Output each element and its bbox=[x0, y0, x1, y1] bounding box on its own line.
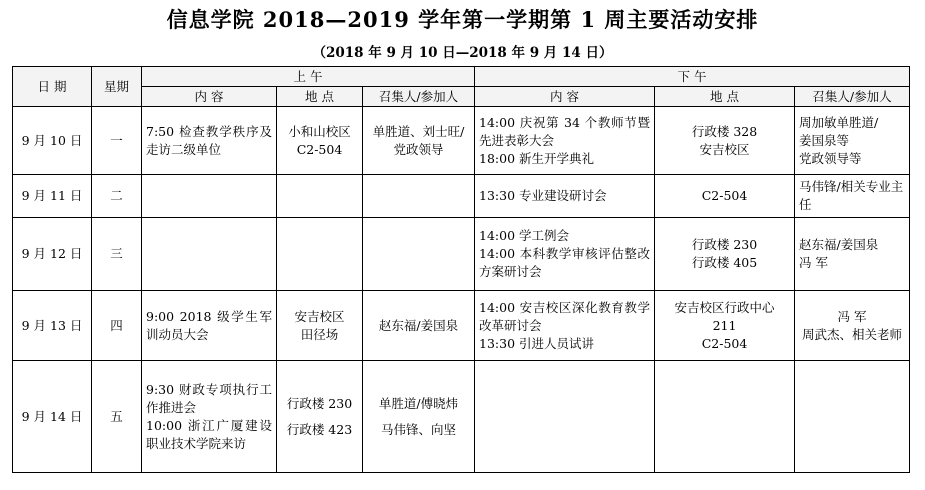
header-pm-convener: 召集人/参加人 bbox=[795, 87, 910, 107]
pm-location-item: C2-504 bbox=[701, 335, 748, 351]
header-am-content: 内 容 bbox=[142, 87, 277, 107]
pm-content-cell bbox=[475, 107, 655, 175]
pm-location-cell bbox=[655, 291, 795, 361]
pm-content-item: 13:30 引进人员试讲 bbox=[479, 335, 595, 351]
am-location-cell bbox=[277, 291, 363, 361]
pm-content-item: 14:00 庆祝第 34 个教师节暨先进表彰大会 bbox=[479, 114, 651, 148]
pm-content-item: 13:30 专业建设研讨会 bbox=[479, 188, 607, 203]
am-location-item: 小和山校区 bbox=[288, 123, 351, 139]
row-date: 9 月 13 日 bbox=[13, 291, 92, 361]
row-date: 9 月 14 日 bbox=[13, 361, 92, 473]
am-convener-item: 单胜道、刘士旺/ bbox=[372, 123, 465, 139]
pm-location-cell bbox=[655, 361, 795, 473]
am-convener-item: 单胜道/傅晓炜 bbox=[378, 395, 459, 411]
am-location-cell bbox=[277, 107, 363, 175]
page-title: 信息学院 2018—2019 学年第一学期第 1 周主要活动安排 bbox=[166, 7, 759, 32]
pm-location-item: 211 bbox=[712, 317, 737, 333]
am-location-item: 安吉校区 bbox=[294, 308, 345, 324]
header-afternoon: 下 午 bbox=[475, 67, 910, 87]
pm-content-cell bbox=[475, 175, 655, 218]
am-content-item: 9:30 财政专项执行工作推进会 bbox=[146, 381, 272, 415]
pm-convener-item: 马伟锋/相关专业主任 bbox=[799, 179, 904, 212]
am-content-cell bbox=[142, 218, 277, 291]
am-content-cell bbox=[142, 361, 277, 473]
pm-location-item: 行政楼 405 bbox=[691, 255, 758, 270]
schedule-table bbox=[12, 66, 910, 473]
pm-location-item: 安吉校区行政中心 bbox=[674, 299, 775, 315]
page-subtitle: （2018 年 9 月 10 日—2018 年 9 月 14 日） bbox=[312, 45, 613, 61]
am-convener-item: 马伟锋、向坚 bbox=[381, 421, 457, 437]
row-weekday: 五 bbox=[92, 361, 142, 473]
row-date: 9 月 12 日 bbox=[13, 218, 92, 291]
pm-convener-item: 周加敏单胜道/ bbox=[799, 114, 879, 130]
table-row bbox=[13, 361, 910, 473]
pm-convener-cell bbox=[795, 361, 910, 473]
table-row bbox=[13, 107, 910, 175]
am-content-cell bbox=[142, 107, 277, 175]
am-location-cell bbox=[277, 218, 363, 291]
header-am-location: 地 点 bbox=[277, 87, 363, 107]
am-convener-cell bbox=[363, 218, 475, 291]
header-row-sub bbox=[13, 87, 910, 107]
pm-content-cell bbox=[475, 291, 655, 361]
am-location-item: 行政楼 423 bbox=[286, 421, 353, 437]
row-date: 9 月 11 日 bbox=[13, 175, 92, 218]
am-content-cell bbox=[142, 175, 277, 218]
am-location-item: 行政楼 230 bbox=[286, 395, 353, 411]
am-location-item: C2-504 bbox=[296, 141, 343, 157]
header-weekday: 星期 bbox=[92, 67, 142, 107]
row-weekday: 四 bbox=[92, 291, 142, 361]
header-am-convener: 召集人/参加人 bbox=[363, 87, 475, 107]
am-convener-cell bbox=[363, 291, 475, 361]
header-row-top bbox=[13, 67, 910, 87]
pm-convener-item: 姜国泉等 bbox=[799, 132, 850, 148]
am-convener-item: 党政领导 bbox=[393, 141, 444, 157]
pm-content-cell bbox=[475, 218, 655, 291]
pm-convener-cell bbox=[795, 218, 910, 291]
pm-location-cell bbox=[655, 218, 795, 291]
pm-convener-cell bbox=[795, 291, 910, 361]
spacer bbox=[281, 413, 358, 421]
pm-convener-item: 赵东福/姜国泉 bbox=[799, 237, 879, 252]
pm-location-item: 安吉校区 bbox=[699, 141, 750, 157]
pm-convener-item: 党政领导等 bbox=[799, 150, 862, 166]
row-weekday: 二 bbox=[92, 175, 142, 218]
am-location-cell bbox=[277, 175, 363, 218]
header-date: 日 期 bbox=[13, 67, 92, 107]
row-weekday: 一 bbox=[92, 107, 142, 175]
am-content-cell bbox=[142, 291, 277, 361]
table-row bbox=[13, 291, 910, 361]
spacer bbox=[367, 413, 470, 421]
pm-location-cell bbox=[655, 175, 795, 218]
row-weekday: 三 bbox=[92, 218, 142, 291]
am-convener-cell bbox=[363, 361, 475, 473]
pm-convener-item: 冯 军 bbox=[799, 255, 828, 270]
pm-convener-item: 冯 军 bbox=[837, 308, 867, 324]
pm-convener-cell bbox=[795, 175, 910, 218]
table-row bbox=[13, 218, 910, 291]
am-content-item: 7:50 检查教学秩序及走访二级单位 bbox=[146, 123, 272, 157]
pm-content-cell bbox=[475, 361, 655, 473]
am-convener-item: 赵东福/姜国泉 bbox=[378, 317, 459, 333]
am-content-item: 10:00 浙江广厦建设职业技术学院来访 bbox=[146, 417, 272, 451]
table-row bbox=[13, 175, 910, 218]
header-pm-content: 内 容 bbox=[475, 87, 655, 107]
am-convener-cell bbox=[363, 107, 475, 175]
header-pm-location: 地 点 bbox=[655, 87, 795, 107]
am-location-cell bbox=[277, 361, 363, 473]
am-location-item: 田径场 bbox=[300, 326, 339, 342]
pm-convener-item: 周武杰、相关老师 bbox=[802, 326, 903, 342]
pm-content-item: 18:00 新生开学典礼 bbox=[479, 150, 595, 166]
am-convener-cell bbox=[363, 175, 475, 218]
pm-content-item: 14:00 学工例会 bbox=[479, 228, 570, 243]
pm-location-item: C2-504 bbox=[701, 188, 748, 203]
row-date: 9 月 10 日 bbox=[13, 107, 92, 175]
pm-location-item: 行政楼 328 bbox=[691, 123, 758, 139]
pm-content-item: 14:00 本科教学审核评估整改方案研讨会 bbox=[479, 246, 651, 279]
header-morning: 上 午 bbox=[142, 67, 475, 87]
pm-location-cell bbox=[655, 107, 795, 175]
pm-location-item: 行政楼 230 bbox=[691, 237, 758, 252]
am-content-item: 9:00 2018 级学生军训动员大会 bbox=[146, 308, 272, 342]
pm-convener-cell bbox=[795, 107, 910, 175]
pm-content-item: 14:00 安吉校区深化教育教学改革研讨会 bbox=[479, 299, 651, 333]
